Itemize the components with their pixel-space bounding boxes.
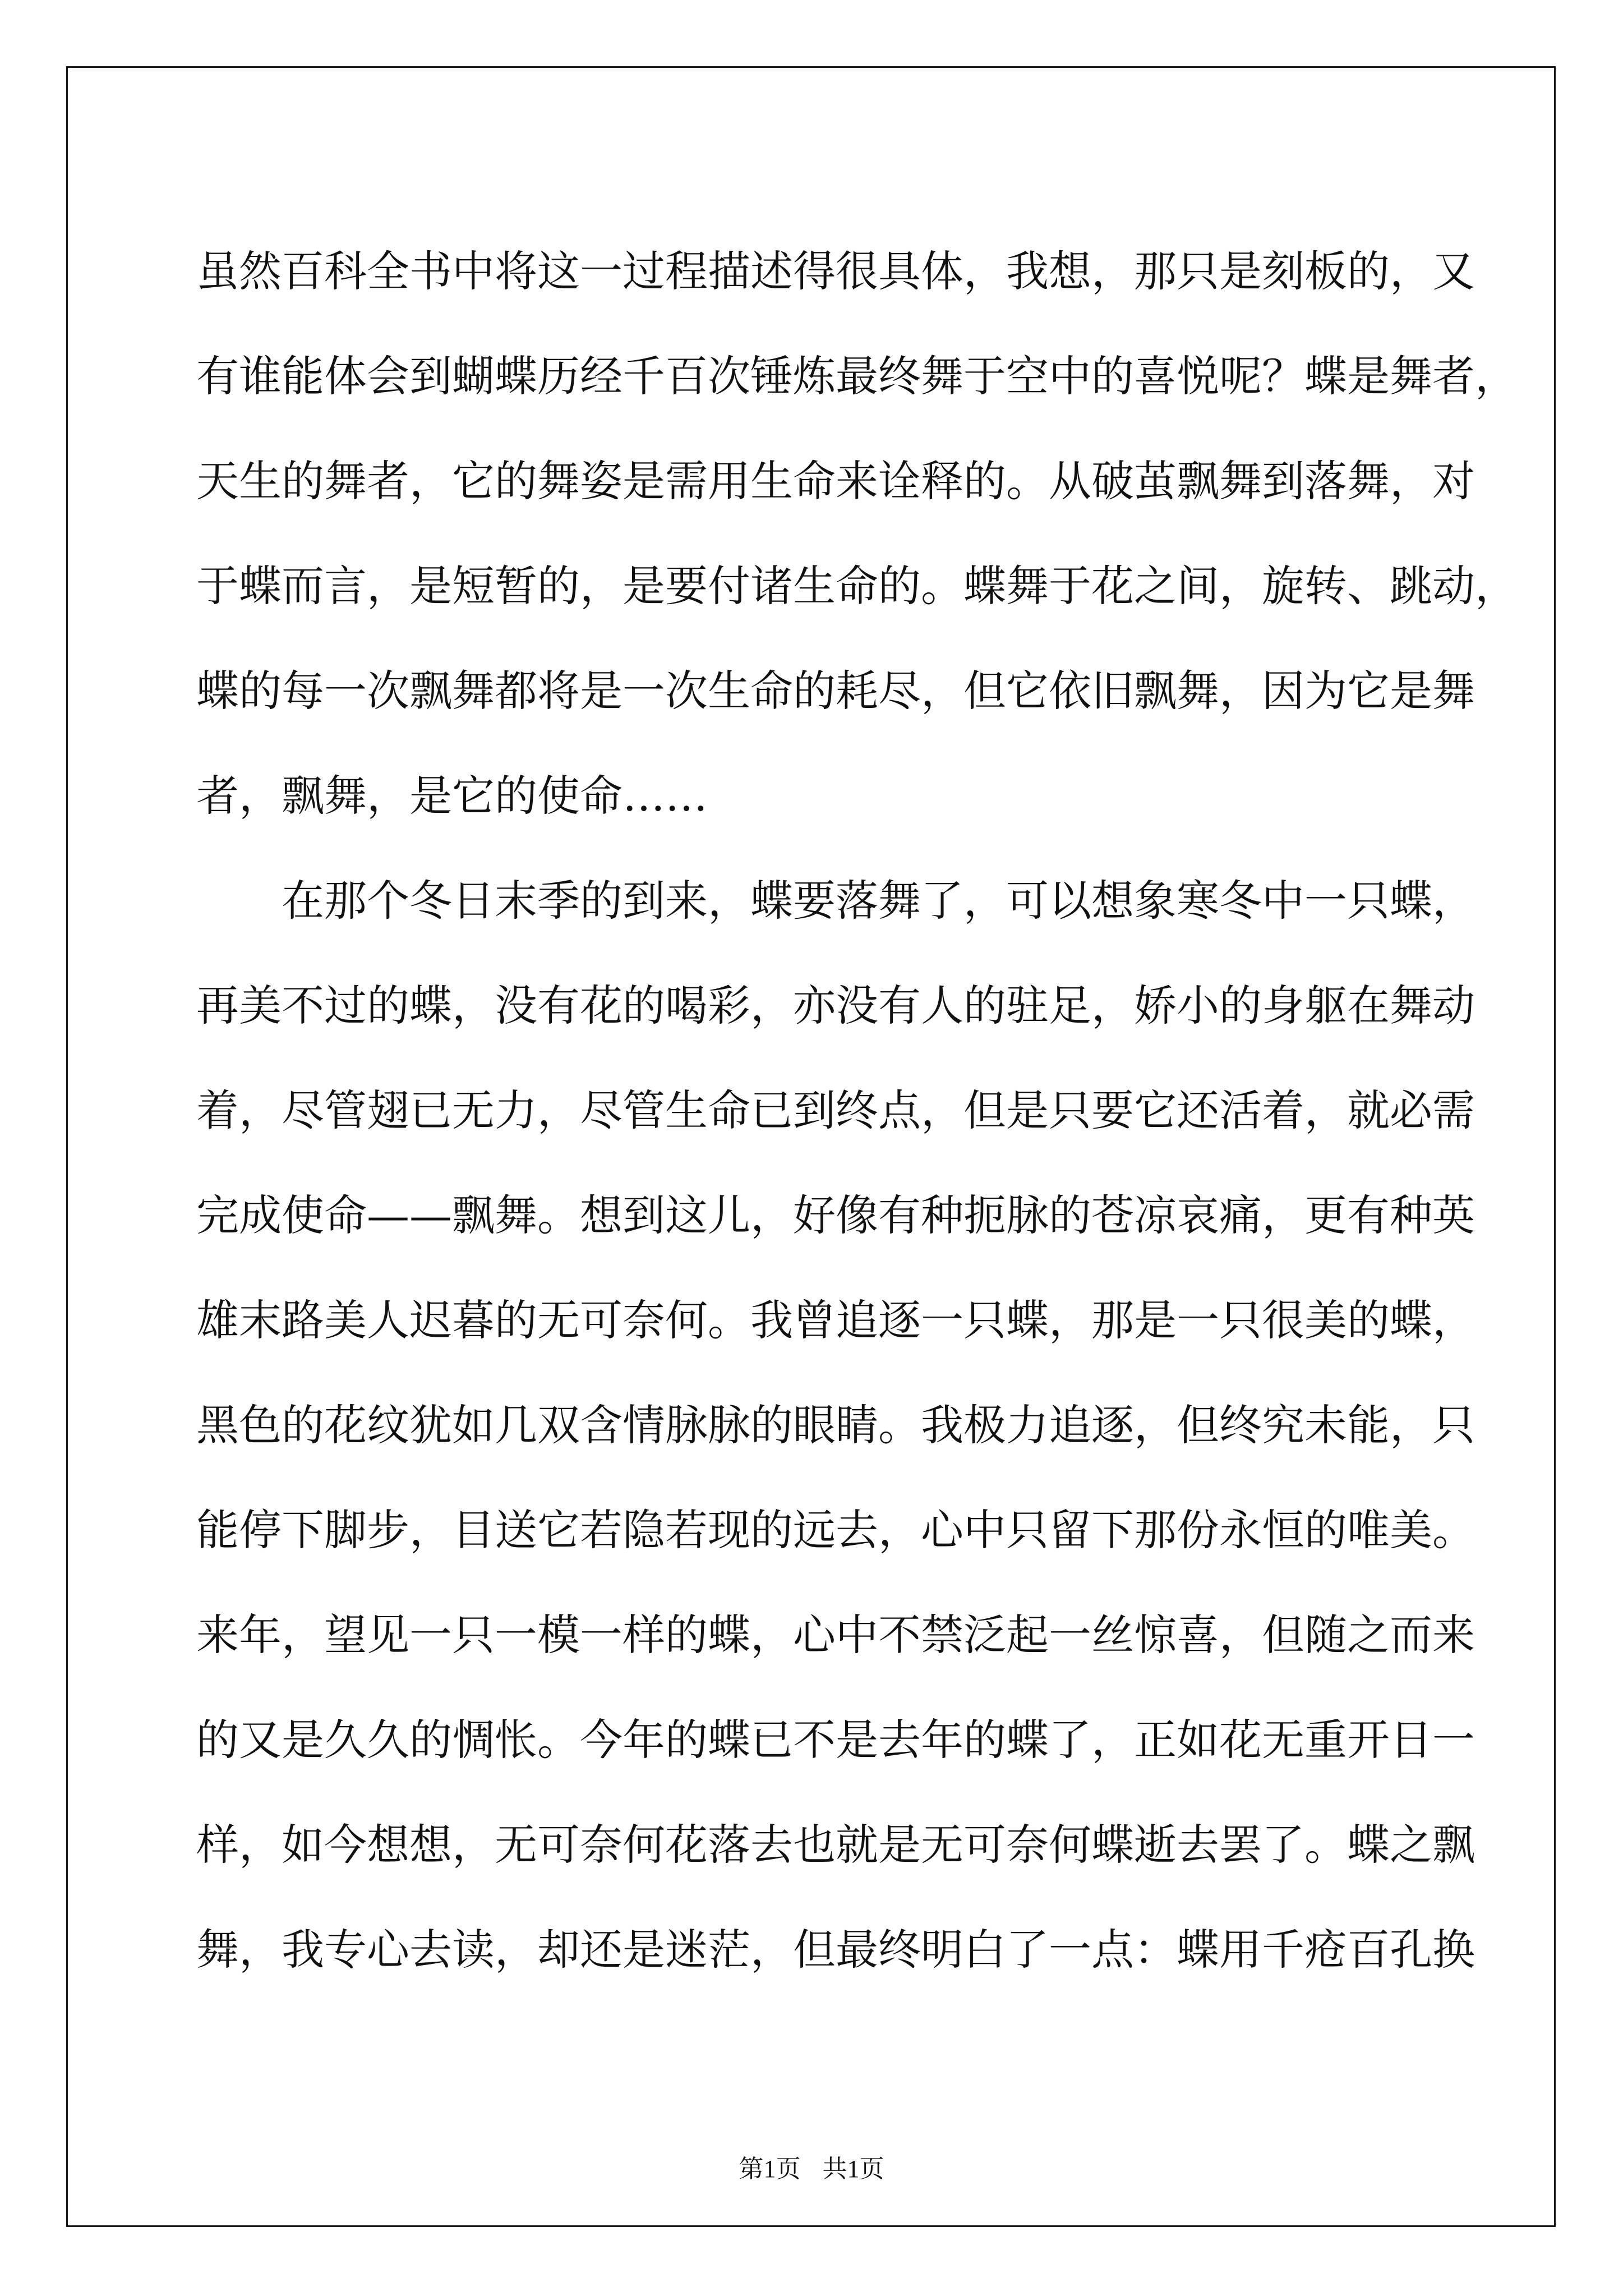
page-footer — [0, 2148, 1623, 2184]
text-line: 样，如今想想，无可奈何花落去也就是无可奈何蝶逝去罢了。蝶之飘 — [196, 1820, 1475, 1870]
text-line: 着，尽管翅已无力，尽管生命已到终点，但是只要它还活着，就必需 — [196, 1085, 1475, 1135]
text-line: 黑色的花纹犹如几双含情脉脉的眼睛。我极力追逐，但终究未能，只 — [196, 1400, 1475, 1450]
text-line: 来年，望见一只一模一样的蝶，心中不禁泛起一丝惊喜，但随之而来 — [196, 1610, 1475, 1660]
text-line: 雄末路美人迟暮的无可奈何。我曾追逐一只蝶，那是一只很美的蝶， — [196, 1295, 1475, 1345]
text-line: 蝶的每一次飘舞都将是一次生命的耗尽，但它依旧飘舞，因为它是舞 — [196, 666, 1475, 716]
text-line: 有谁能体会到蝴蝶历经千百次锤炼最终舞于空中的喜悦呢？蝶是舞者， — [196, 351, 1518, 401]
text-line: 的又是久久的惆怅。今年的蝶已不是去年的蝶了，正如花无重开日一 — [196, 1715, 1475, 1765]
text-line: 于蝶而言，是短暂的，是要付诸生命的。蝶舞于花之间，旋转、跳动， — [196, 561, 1518, 611]
text-line: 完成使命——飘舞。想到这儿，好像有种扼脉的苍凉哀痛，更有种英 — [196, 1190, 1475, 1240]
text-line: 在那个冬日末季的到来，蝶要落舞了，可以想象寒冬中一只蝶， — [282, 876, 1475, 926]
text-line: 者，飘舞，是它的使命…… — [196, 771, 708, 821]
text-line: 虽然百科全书中将这一过程描述得很具体，我想，那只是刻板的，又 — [196, 246, 1475, 296]
text-line: 舞，我专心去读，却还是迷茫，但最终明白了一点：蝶用千疮百孔换 — [196, 1925, 1475, 1975]
page-total: 共1页 — [822, 2155, 884, 2183]
document-body — [196, 219, 1518, 2002]
page-number: 第1页 — [739, 2155, 801, 2183]
text-line: 天生的舞者，它的舞姿是需用生命来诠释的。从破茧飘舞到落舞，对 — [196, 456, 1475, 506]
text-line: 能停下脚步，目送它若隐若现的远去，心中只留下那份永恒的唯美。 — [196, 1505, 1475, 1555]
text-line: 再美不过的蝶，没有花的喝彩，亦没有人的驻足，娇小的身躯在舞动 — [196, 981, 1475, 1030]
